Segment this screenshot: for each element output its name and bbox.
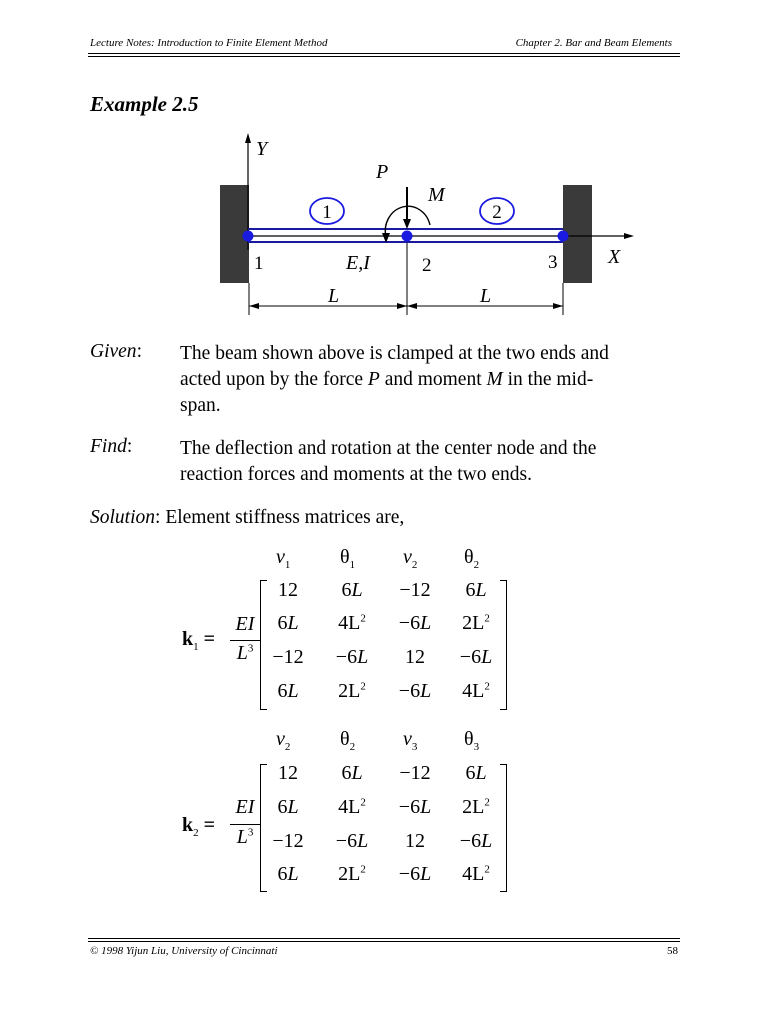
k1-dof-header: $v_1$ bbox=[276, 546, 291, 571]
k2-dof-header: $\theta_2$ bbox=[340, 728, 356, 753]
beam-properties-label: E,I bbox=[346, 252, 370, 274]
force-arrow-head bbox=[403, 219, 411, 229]
matrix-k1 bbox=[180, 546, 520, 726]
k1-cell: 6L bbox=[277, 680, 299, 702]
length-right-label: L bbox=[480, 285, 492, 307]
k1-cell: −6L bbox=[398, 680, 432, 702]
node-3-label: 3 bbox=[548, 252, 558, 273]
k1-cell: −6L bbox=[398, 612, 432, 634]
k2-cell: 6L bbox=[277, 796, 299, 818]
k2-cell: −6L bbox=[335, 830, 369, 852]
x-axis-arrow bbox=[624, 233, 634, 239]
k2-cell: 12 bbox=[278, 762, 298, 784]
k2-cell: 12 bbox=[405, 830, 425, 852]
k2-cell: 6L bbox=[277, 863, 299, 885]
k2-dof-header: $v_3$ bbox=[403, 728, 418, 753]
k1-cell: −12 bbox=[272, 646, 304, 668]
given-text bbox=[180, 341, 609, 419]
header-left: Lecture Notes: Introduction to Finite Element Method bbox=[90, 37, 328, 49]
given-line-2: acted upon by the force P and moment M in the mid- bbox=[180, 369, 594, 390]
k1-cell: 6L bbox=[277, 612, 299, 634]
k1-dof-header: $\theta_1$ bbox=[340, 546, 356, 571]
page-number: 58 bbox=[667, 945, 678, 957]
dimension-arrow-2 bbox=[397, 303, 407, 309]
k1-fraction-bar bbox=[230, 640, 260, 641]
example-title: Example 2.5 bbox=[90, 92, 199, 116]
solution-line: Solution: Element stiffness matrices are, bbox=[90, 507, 405, 528]
find-text bbox=[180, 436, 596, 488]
y-axis-label: Y bbox=[256, 138, 268, 160]
k1-cell: 12 bbox=[278, 579, 298, 601]
k1-dof-header: $v_2$ bbox=[403, 546, 418, 571]
k2-cell: $4L^2$ bbox=[338, 796, 366, 818]
moment-label: M bbox=[428, 184, 445, 206]
node-1-label: 1 bbox=[254, 253, 264, 274]
node-2-label: 2 bbox=[422, 255, 432, 276]
dimension-arrow-4 bbox=[553, 303, 563, 309]
k2-fraction-bar bbox=[230, 824, 260, 825]
k2-cell: 6L bbox=[341, 762, 363, 784]
k2-cell: −6L bbox=[459, 830, 493, 852]
k1-coef-den: $L^3$ bbox=[236, 642, 254, 664]
header-right: Chapter 2. Bar and Beam Elements bbox=[515, 37, 672, 49]
node-2-dot bbox=[402, 231, 413, 242]
k2-cell: $2L^2$ bbox=[462, 796, 490, 818]
k2-coef-den: $L^3$ bbox=[236, 826, 254, 848]
k2-cell: 6L bbox=[465, 762, 487, 784]
k1-cell: 6L bbox=[465, 579, 487, 601]
k1-cell: −12 bbox=[399, 579, 431, 601]
k2-coef-num: EI bbox=[235, 796, 255, 818]
force-label: P bbox=[376, 161, 389, 183]
k2-cell: $4L^2$ bbox=[462, 863, 490, 885]
k2-cell: $2L^2$ bbox=[338, 863, 366, 885]
given-label: Given: bbox=[90, 341, 142, 362]
k1-coef-num: EI bbox=[235, 613, 255, 635]
k1-cell: −6L bbox=[459, 646, 493, 668]
k1-symbol: $k_1$ = bbox=[182, 628, 216, 653]
k1-cell: $4L^2$ bbox=[338, 612, 366, 634]
k1-cell: −6L bbox=[335, 646, 369, 668]
k1-cell: $4L^2$ bbox=[462, 680, 490, 702]
header-rule bbox=[88, 53, 680, 54]
k2-cell: −12 bbox=[272, 830, 304, 852]
element-1-label: 1 bbox=[322, 202, 332, 223]
node-1-dot bbox=[243, 231, 254, 242]
element-2-label: 2 bbox=[492, 202, 502, 223]
find-line-2: reaction forces and moments at the two ends. bbox=[180, 464, 532, 485]
footer-rule bbox=[88, 938, 680, 939]
k1-cell: $2L^2$ bbox=[462, 612, 490, 634]
x-axis-label: X bbox=[608, 246, 621, 268]
find-line-1: The deflection and rotation at the center node and the bbox=[180, 438, 597, 459]
k2-symbol: $k_2$ = bbox=[182, 814, 216, 839]
length-left-label: L bbox=[328, 285, 340, 307]
k2-cell: −6L bbox=[398, 796, 432, 818]
k2-cell: −6L bbox=[398, 863, 432, 885]
k2-cell: −12 bbox=[399, 762, 431, 784]
beam-diagram bbox=[200, 125, 650, 325]
dimension-arrow-3 bbox=[407, 303, 417, 309]
given-line-1: The beam shown above is clamped at the two ends and bbox=[180, 343, 609, 364]
footer-rule-2 bbox=[88, 941, 680, 942]
k1-cell: 6L bbox=[341, 579, 363, 601]
dimension-arrow-1 bbox=[249, 303, 259, 309]
k2-dof-header: $v_2$ bbox=[276, 728, 291, 753]
k2-dof-header: $\theta_3$ bbox=[464, 728, 480, 753]
k1-dof-header: $\theta_2$ bbox=[464, 546, 480, 571]
k1-cell: 12 bbox=[405, 646, 425, 668]
matrix-k2 bbox=[180, 728, 520, 908]
given-line-3: span. bbox=[180, 395, 221, 416]
header-rule-2 bbox=[88, 56, 680, 57]
footer-copyright: © 1998 Yijun Liu, University of Cincinnati bbox=[90, 945, 278, 957]
y-axis-arrow bbox=[245, 133, 251, 143]
k1-cell: $2L^2$ bbox=[338, 680, 366, 702]
node-3-dot bbox=[558, 231, 569, 242]
find-label: Find: bbox=[90, 436, 133, 457]
